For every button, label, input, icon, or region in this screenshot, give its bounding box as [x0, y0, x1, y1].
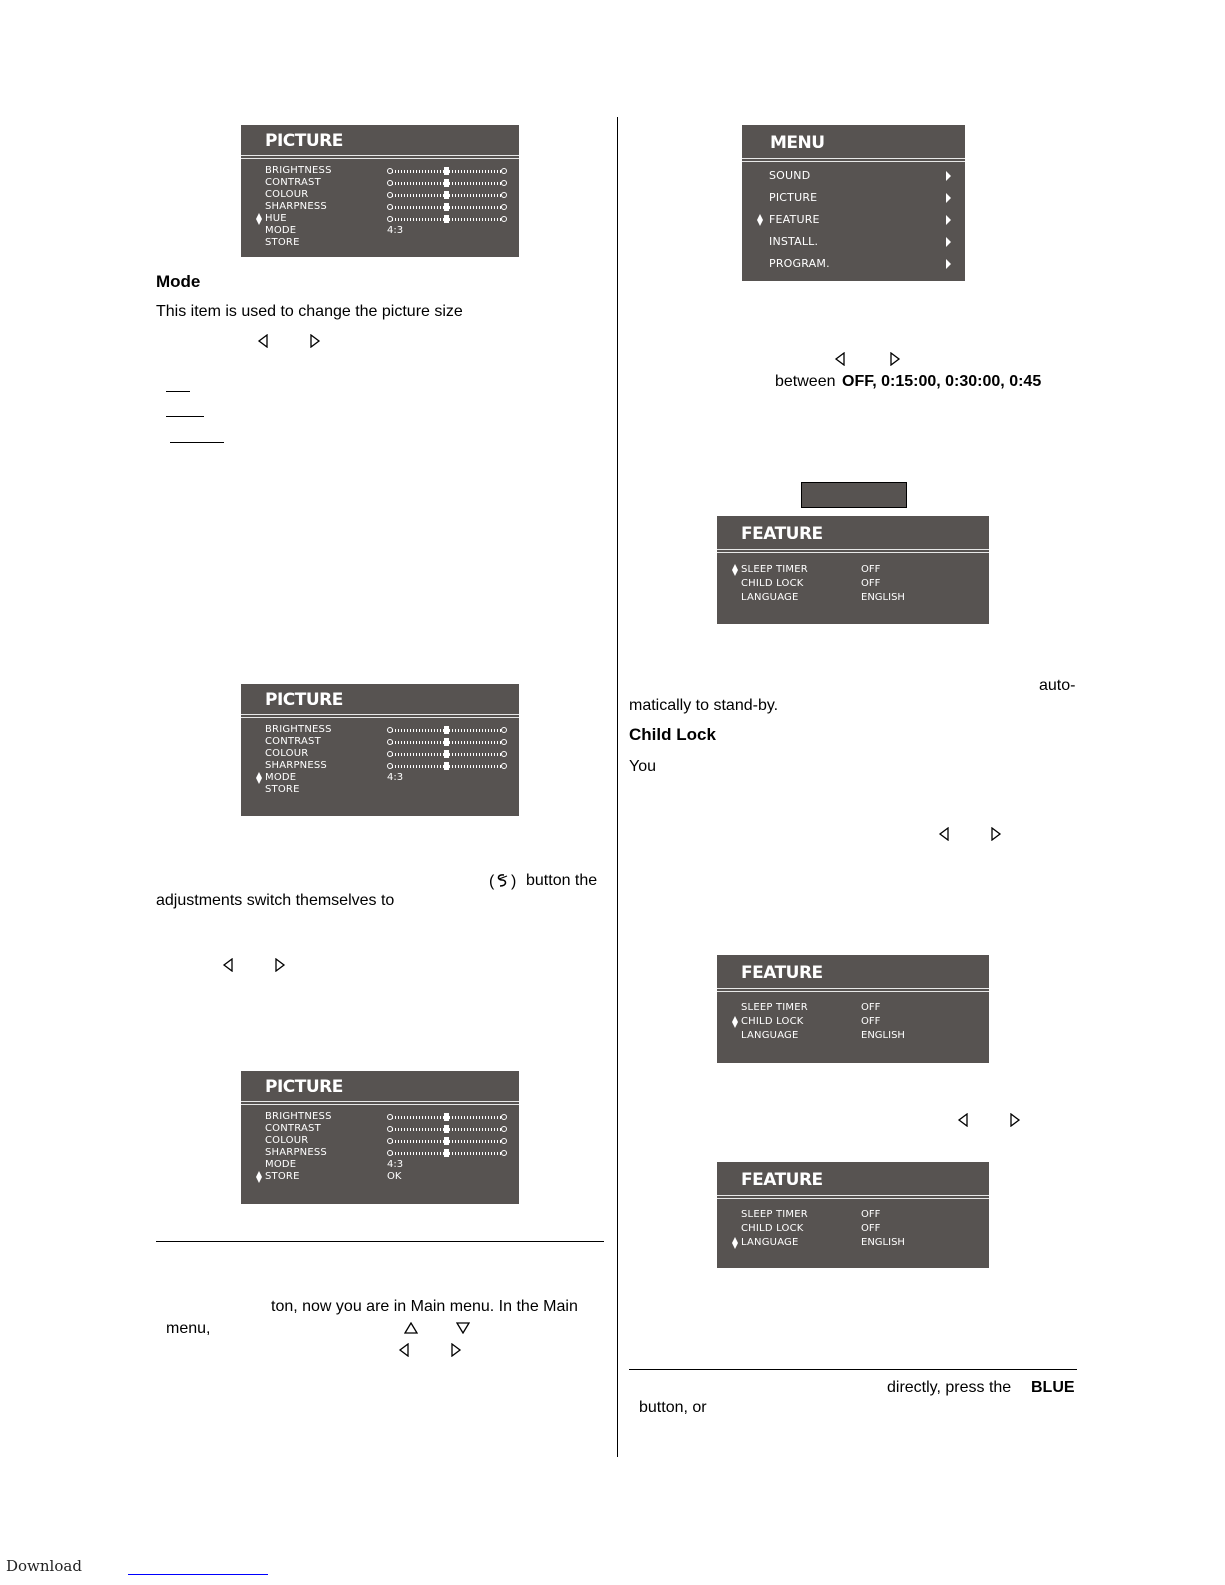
child-lock-value: OFF: [861, 578, 881, 589]
osd-rule: [241, 1101, 519, 1102]
menu-item-install: INSTALL.: [769, 235, 819, 248]
contrast-slider: [387, 1125, 507, 1133]
footer-link-underline[interactable]: [128, 1574, 268, 1575]
direct-text-a: directly, press the: [887, 1379, 1012, 1396]
sleep-values-text: OFF, 0:15:00, 0:30:00, 0:45: [842, 373, 1042, 390]
right-arrow-icon: [450, 1343, 462, 1357]
sleep-timer-value: OFF: [861, 564, 881, 575]
selection-cursor-icon: [256, 772, 262, 784]
menu-item-contrast: CONTRAST: [265, 1123, 321, 1134]
sharpness-slider: [387, 762, 507, 770]
you-text: You: [629, 758, 656, 775]
colour-slider: [387, 191, 507, 199]
direct-text-blue: BLUE: [1031, 1379, 1075, 1396]
left-arrow-icon: [222, 958, 234, 972]
left-arrow-icon: [257, 334, 269, 348]
right-arrow-icon: [889, 352, 901, 366]
download-footer[interactable]: Download: [6, 1557, 82, 1575]
reset-text-a: button the: [526, 872, 598, 889]
picture-osd-2: [241, 684, 519, 816]
menu-item-colour: COLOUR: [265, 748, 309, 759]
menu-item-language: LANGUAGE: [741, 592, 799, 603]
hue-slider: [387, 215, 507, 223]
menu-item-store: STORE: [265, 784, 300, 795]
mode-value: 4:3: [387, 1159, 404, 1170]
right-arrow-icon: [309, 334, 321, 348]
underline-mark: [166, 391, 190, 392]
osd-rule: [717, 552, 989, 553]
menu-item-sharpness: SHARPNESS: [265, 1147, 327, 1158]
osd-title: FEATURE: [741, 524, 823, 544]
menu-item-contrast: CONTRAST: [265, 736, 321, 747]
osd-rule: [241, 155, 519, 156]
osd-rule: [717, 991, 989, 992]
left-arrow-icon: [834, 352, 846, 366]
column-divider: [617, 117, 618, 1457]
right-arrow-icon: [274, 958, 286, 972]
menu-item-hue: HUE: [265, 213, 287, 224]
mode-value: 4:3: [387, 772, 404, 783]
menu-item-program: PROGRAM.: [769, 257, 830, 270]
store-value: OK: [387, 1171, 402, 1182]
menu-item-mode: MODE: [265, 225, 297, 236]
svg-text:): ): [511, 873, 517, 890]
up-arrow-icon: [404, 1322, 418, 1334]
osd-rule: [241, 714, 519, 715]
selection-cursor-icon: [732, 1237, 738, 1249]
child-lock-value: OFF: [861, 1016, 881, 1027]
feature-osd-1: [717, 516, 989, 624]
menu-item-sound: SOUND: [769, 169, 811, 182]
underline-mark: [170, 442, 224, 443]
menu-item-contrast: CONTRAST: [265, 177, 321, 188]
selection-cursor-icon: [256, 1171, 262, 1183]
selection-cursor-icon: [732, 1016, 738, 1028]
brightness-slider: [387, 726, 507, 734]
section-rule: [629, 1369, 1077, 1370]
selection-cursor-icon: [256, 213, 262, 225]
menu-item-sharpness: SHARPNESS: [265, 760, 327, 771]
child-lock-value: OFF: [861, 1223, 881, 1234]
language-value: ENGLISH: [861, 592, 905, 603]
sleep-between-text: between: [775, 373, 836, 390]
svg-text:(: (: [489, 873, 495, 890]
sharpness-slider: [387, 1149, 507, 1157]
menu-item-language: LANGUAGE: [741, 1237, 799, 1248]
menu-item-colour: COLOUR: [265, 189, 309, 200]
menu-item-mode: MODE: [265, 772, 297, 783]
menu-item-picture: PICTURE: [769, 191, 818, 204]
menu-item-store: STORE: [265, 237, 300, 248]
left-arrow-icon: [398, 1343, 410, 1357]
selection-cursor-icon: [757, 214, 763, 226]
underline-mark: [166, 416, 204, 417]
auto-text-a: auto-: [1039, 677, 1076, 694]
osd-title: PICTURE: [265, 131, 343, 151]
menu-item-store: STORE: [265, 1171, 300, 1182]
menu-item-brightness: BRIGHTNESS: [265, 165, 332, 176]
osd-rule: [241, 158, 519, 159]
osd-rule: [717, 1195, 989, 1196]
menu-item-brightness: BRIGHTNESS: [265, 1111, 332, 1122]
brightness-slider: [387, 1113, 507, 1121]
osd-rule: [742, 161, 965, 162]
menu-item-language: LANGUAGE: [741, 1030, 799, 1041]
menu-item-brightness: BRIGHTNESS: [265, 724, 332, 735]
language-value: ENGLISH: [861, 1030, 905, 1041]
menu-item-feature: FEATURE: [769, 213, 820, 226]
menu-item-sleep-timer: SLEEP TIMER: [741, 1002, 808, 1013]
selection-cursor-icon: [732, 564, 738, 576]
right-arrow-icon: [990, 827, 1002, 841]
reset-text-b: adjustments switch themselves to: [156, 892, 395, 909]
main-menu-text-b: menu,: [166, 1320, 211, 1337]
submenu-arrow-icon: [946, 193, 951, 203]
direct-text-b: button, or: [639, 1399, 707, 1416]
osd-rule: [241, 1104, 519, 1105]
mode-value: 4:3: [387, 225, 404, 236]
mode-heading: Mode: [156, 272, 201, 291]
menu-item-child-lock: CHILD LOCK: [741, 1016, 804, 1027]
left-arrow-icon: [938, 827, 950, 841]
menu-item-colour: COLOUR: [265, 1135, 309, 1146]
osd-rule: [742, 158, 965, 159]
menu-item-mode: MODE: [265, 1159, 297, 1170]
colour-slider: [387, 1137, 507, 1145]
colour-slider: [387, 750, 507, 758]
feature-osd-2: [717, 955, 989, 1063]
contrast-slider: [387, 179, 507, 187]
sleep-timer-value: OFF: [861, 1209, 881, 1220]
menu-item-sleep-timer: SLEEP TIMER: [741, 1209, 808, 1220]
reset-button-icon: [489, 870, 519, 892]
auto-text-b: matically to stand-by.: [629, 697, 779, 714]
button-graphic: [801, 482, 907, 508]
right-arrow-icon: [1009, 1113, 1021, 1127]
brightness-slider: [387, 167, 507, 175]
osd-title: PICTURE: [265, 690, 343, 710]
osd-title: PICTURE: [265, 1077, 343, 1097]
contrast-slider: [387, 738, 507, 746]
sharpness-slider: [387, 203, 507, 211]
main-menu-osd: [742, 125, 965, 281]
feature-osd-3: [717, 1162, 989, 1268]
main-menu-text-a: ton, now you are in Main menu. In the Main: [271, 1298, 578, 1315]
picture-osd-3: [241, 1071, 519, 1204]
osd-title: MENU: [770, 133, 825, 153]
submenu-arrow-icon: [946, 259, 951, 269]
down-arrow-icon: [456, 1322, 470, 1334]
child-lock-heading: Child Lock: [629, 725, 716, 744]
menu-item-sleep-timer: SLEEP TIMER: [741, 564, 808, 575]
picture-osd-1: [241, 125, 519, 257]
language-value: ENGLISH: [861, 1237, 905, 1248]
submenu-arrow-icon: [946, 237, 951, 247]
menu-item-child-lock: CHILD LOCK: [741, 1223, 804, 1234]
menu-item-child-lock: CHILD LOCK: [741, 578, 804, 589]
menu-item-sharpness: SHARPNESS: [265, 201, 327, 212]
osd-rule: [241, 717, 519, 718]
sleep-timer-value: OFF: [861, 1002, 881, 1013]
osd-rule: [717, 988, 989, 989]
osd-title: FEATURE: [741, 1170, 823, 1190]
section-rule: [156, 1241, 604, 1242]
osd-rule: [717, 549, 989, 550]
submenu-arrow-icon: [946, 215, 951, 225]
osd-title: FEATURE: [741, 963, 823, 983]
submenu-arrow-icon: [946, 171, 951, 181]
osd-rule: [717, 1198, 989, 1199]
left-arrow-icon: [957, 1113, 969, 1127]
mode-description: This item is used to change the picture size: [156, 303, 463, 320]
